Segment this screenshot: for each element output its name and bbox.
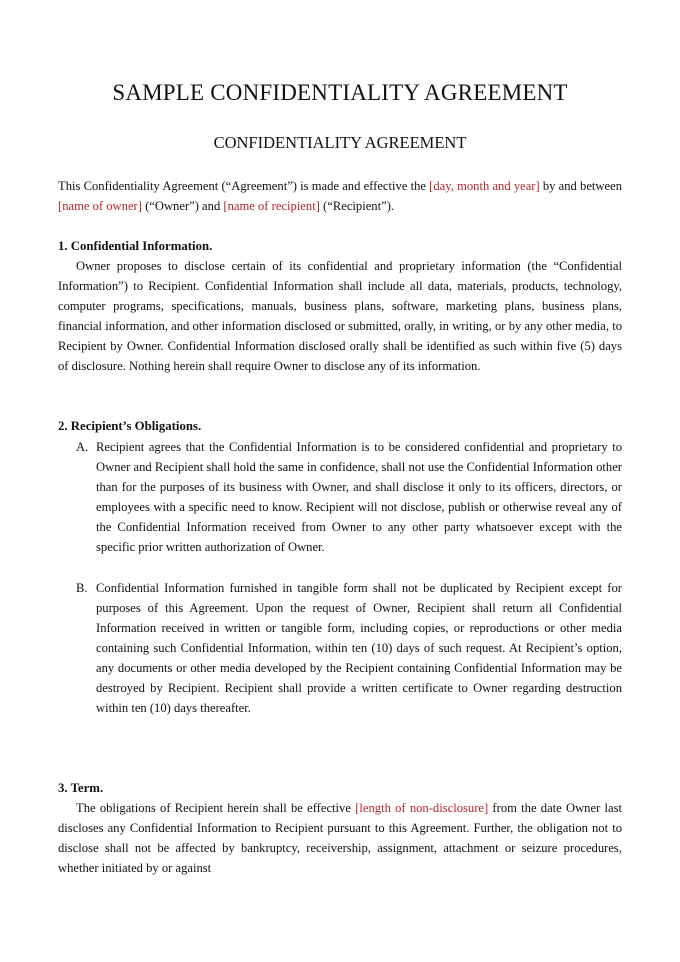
section-term [58,778,622,878]
placeholder-recipient-name: [name of recipient] [223,199,320,214]
section-body [58,798,622,878]
section-heading: 3. Term. [58,781,104,795]
placeholder-owner-name: [name of owner] [58,199,142,214]
intro-text: (“Recipient”). [319,199,395,214]
placeholder-nondisclosure-length: [length of non-disclosure] [355,801,489,815]
intro-text: by and between [539,179,622,193]
section-body: Owner proposes to disclose certain of its confidential and proprietary information (the “Confidential Information”) to Recipient. Confidential Information shall include all data, materials, products, technology, computer programs, specifications, manuals, business plans, software, marketing plans, business plans, financial information, and other information disclosed or submitted, orally, in writing, or by any other media, to Recipient by Owner. Confidential Information disclosed orally shall be identified as such within five (5) days of disclosure. Nothing herein shall require Owner to disclose any of its information. [58,259,622,374]
list-marker: B. [76,580,88,595]
list-item [58,437,622,558]
list-item-text: Confidential Information furnished in tangible form shall not be duplicated by Recipient except for purposes of this Agreement. Upon the request of Owner, Recipient shall return all Confidential Information received in written or tangible form, including copies, or reproductions or other media containing such Confidential Information, within ten (10) days of such request. At Recipient’s option, any documents or other media developed by the Recipient containing Confidential Information may be destroyed by Recipient. Recipient shall provide a written certificate to Owner regarding destruction within ten (10) days thereafter. [96,580,622,716]
term-text: The obligations of Recipient herein shall be effective [76,801,356,815]
list-item-text: Recipient agrees that the Confidential Information is to be considered confidential and proprietary to Owner and Recipient shall hold the same in confidence, shall not use the Confidential Information other than for the purposes of its business with Owner, and shall disclose it only to its officers, directors, or employees with a specific need to know. Recipient will not disclose, publish or otherwise reveal any of the Confidential Information received from Owner to any other party whatsoever except with the specific prior written authorization of Owner. [96,440,622,555]
section-confidential-information [58,236,622,377]
term-text: from the date Owner last discloses any Confidential Information to Recipient pursuant to this Agreement. Further, the obligation not to disclose shall not be affected by bankruptcy, receivership, assignment, attachment or seizure procedures, whether initiated by or against [58,801,622,876]
list-marker: A. [76,440,89,454]
agreement-heading: CONFIDENTIALITY AGREEMENT [213,133,467,152]
section-recipient-obligations [58,416,622,718]
placeholder-date: [day, month and year] [429,179,540,193]
intro-paragraph [58,176,622,216]
section-heading: 1. Confidential Information. [58,239,213,253]
intro-text: This Confidentiality Agreement (“Agreement”) is made and effective the [58,179,430,193]
section-heading: 2. Recipient’s Obligations. [58,419,202,433]
intro-text: (“Owner”) and [141,199,224,214]
document-title: SAMPLE CONFIDENTIALITY AGREEMENT [112,80,568,105]
list-item [58,578,622,719]
